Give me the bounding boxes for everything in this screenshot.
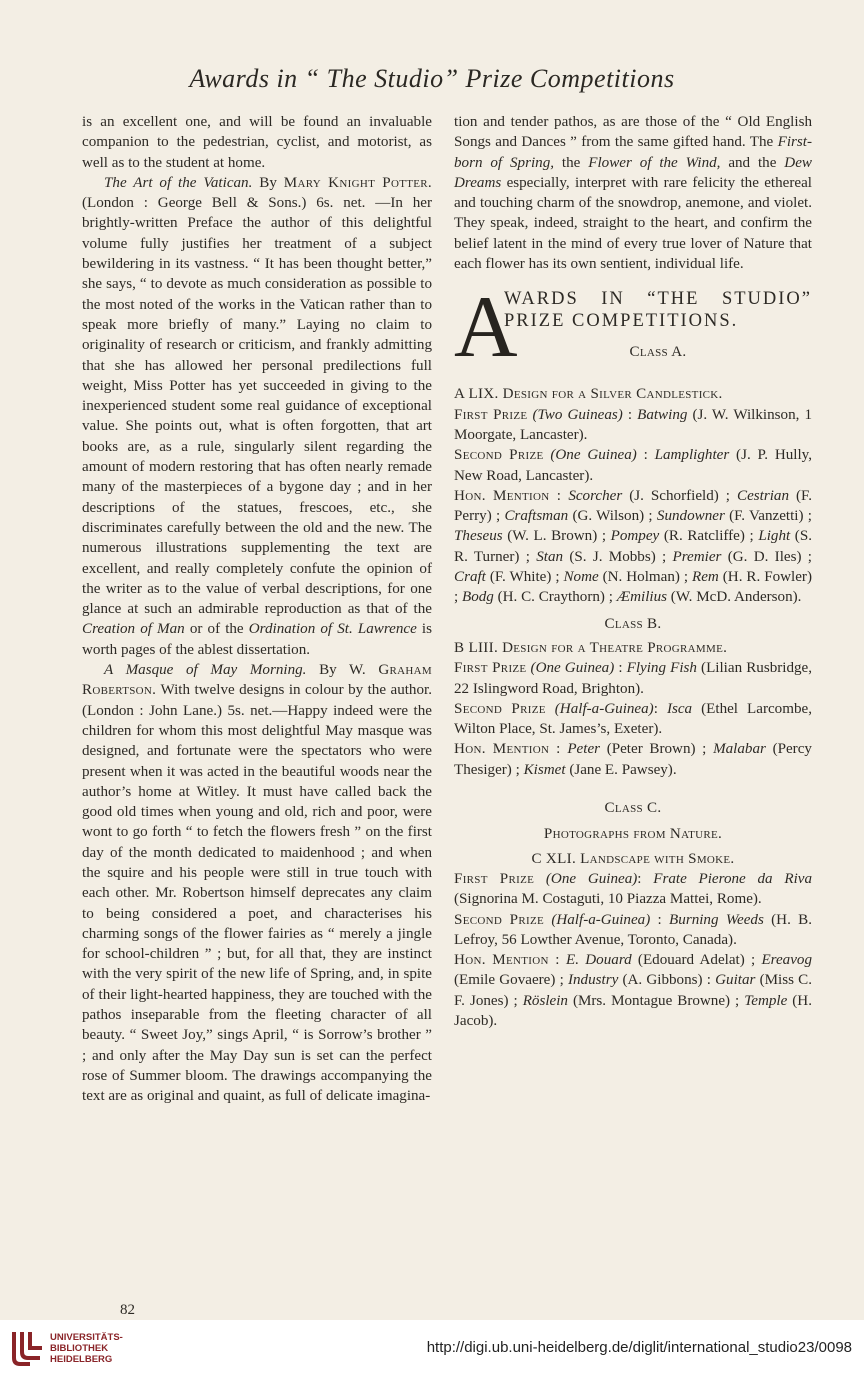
entry-motto: Æmilius bbox=[616, 589, 668, 606]
page-number: 82 bbox=[120, 1302, 135, 1318]
drop-cap: A bbox=[454, 279, 518, 377]
prize-entry: Second Prize (Half-a-Guinea) : Burning Weeds (H. B. Lefroy, 56 Lowther Avenue, Toronto, Canada). bbox=[454, 911, 812, 948]
entrant-name: (F. Vanzetti) ; bbox=[724, 508, 812, 525]
library-footer bbox=[0, 1320, 864, 1377]
section-title: WARDS IN “THE STUDIO” PRIZE COMPETITIONS. bbox=[504, 289, 812, 332]
entry-motto: Industry bbox=[567, 972, 619, 989]
entrant-name: (Mrs. Montague Browne) ; bbox=[567, 992, 745, 1009]
entrant-name: (S. J. Mobbs) ; bbox=[563, 548, 673, 565]
class-subheading: Photographs from Nature. bbox=[543, 826, 723, 843]
running-head: Awards in “ The Studio” Prize Competitions bbox=[189, 64, 675, 93]
source-url-link[interactable]: http://digi.ub.uni-heidelberg.de/diglit/international_studio23/0098 bbox=[426, 1339, 852, 1356]
entry-motto: E. Douard bbox=[566, 952, 632, 969]
hon-mention-entry: Hon. Mention : E. Douard (Edouard Adelat) ; Ereavog (Emile Govaere) ; Industry (A. Gibbons) : Guitar (Miss C. F. Jones) ; Röslein (Mrs. Montague Browne) ; Temple (H. Jacob). bbox=[454, 952, 813, 1029]
author-name: Graham Robertson. bbox=[82, 662, 432, 699]
competition-title: C XLI. Landscape with Smoke. bbox=[531, 850, 735, 867]
class-heading: Class C. bbox=[604, 800, 662, 817]
competition-title: B LIII. Design for a Theatre Programme. bbox=[454, 639, 728, 656]
paragraph: is an excellent one, and will be found an invaluable companion to the pedestrian, cyclist, and motorist, as well as to the student at home. bbox=[82, 114, 432, 171]
entrant-name: (G. Wilson) ; bbox=[568, 508, 657, 525]
entrant-name: (W. L. Brown) ; bbox=[502, 528, 611, 545]
entry-motto: Sundowner bbox=[656, 508, 725, 525]
right-column bbox=[454, 112, 812, 1031]
review-paragraph: The Art of the Vatican. By Mary Knight Potter. (London : George Bell & Sons.) 6s. net. —In her brightly-written Preface the author of this delightful volume fully justifies her treatment of a subject bewildering in its vastness. “ It has been thought better,” she says, “ to devote as much consideration as possible to the most noted of the works in the Vatican rather than to speak more briefly of many.” Laying no claim to originality of research or criticism, and frankly admitting that she has allowed her personal predilections full weight, Miss Potter has yet succeeded in giving to the inexperienced student some real guidance of exceptional value. She points out, what is often forgotten, that art books are, as a rule, singularly silent regarding the amount of modern restoring that has often nearly remade many of the masterpieces of a bygone day ; and in her descriptions of the statues, frescoes, etc., she discriminates carefully between the old and the new. The numerous illustrations supplementing the text are excellent, and really completely confute the opinion of the writer as to the value of verbal descriptions, for one glance at such an admirable reproduction as that of the Creation of Man or of the Ordination of St. Lawrence is worth pages of the ablest dissertation. bbox=[82, 174, 432, 658]
entry-motto: Stan bbox=[536, 548, 564, 565]
entrant-name: (H. R. Fowler) ; bbox=[454, 569, 812, 606]
entrant-name: (Miss C. F. Jones) ; bbox=[454, 972, 813, 1009]
entry-motto: Bodg bbox=[461, 589, 494, 606]
awards-heading bbox=[454, 279, 812, 384]
entry-motto: Guitar bbox=[715, 972, 756, 989]
class-heading: Class B. bbox=[604, 615, 662, 632]
prize-entry: Second Prize (One Guinea) : Lamplighter (J. P. Hully, New Road, Lancaster). bbox=[454, 447, 812, 484]
entry-motto: Craftsman bbox=[504, 508, 569, 525]
entrant-name: (R. Ratcliffe) ; bbox=[659, 528, 759, 545]
entry-motto: Röslein bbox=[522, 992, 568, 1009]
library-name: UNIVERSITÄTS- BIBLIOTHEK HEIDELBERG bbox=[50, 1332, 123, 1365]
university-library-logo-icon bbox=[10, 1328, 46, 1368]
entry-motto: Cestrian bbox=[737, 487, 790, 504]
book-title: A Masque of May Morning. bbox=[104, 662, 307, 679]
hon-mention-entry: Hon. Mention : Scorcher (J. Schorfield) ; Cestrian (F. Perry) ; Craftsman (G. Wilson) ; Sundowner (F. Vanzetti) ; Theseus (W. L. Brown) ; Pompey (R. Ratcliffe) ; Light (S. R. Turner) ; Stan (S. J. Mobbs) ; Premier (G. D. Iles) ; Craft (F. White) ; Nome (N. Holman) ; Rem (H. R. Fowler) ; Bodg (H. C. Craythorn) ; Æmilius (W. McD. Anderson). bbox=[454, 487, 813, 606]
entry-motto: Scorcher bbox=[568, 487, 623, 504]
hon-mention-entry: Hon. Mention : Peter (Peter Brown) ; Malabar (Percy Thesiger) ; Kismet (Jane E. Pawsey). bbox=[454, 741, 812, 778]
entrant-name: (J. Schorfield) ; bbox=[622, 487, 738, 504]
author-name: Mary Knight Potter. bbox=[283, 174, 432, 191]
competition-title: A LIX. Design for a Silver Candlestick. bbox=[454, 386, 723, 403]
entrant-name: (N. Holman) ; bbox=[598, 569, 692, 586]
prize-entry: First Prize (One Guinea): Frate Pierone da Riva (Signorina M. Costaguti, 10 Piazza Mattei, Rome). bbox=[454, 870, 813, 908]
review-paragraph: A Masque of May Morning. By W. Graham Robertson. With twelve designs in colour by the author. (London : John Lane.) 5s. net.—Happy indeed were the children for whom this most delightful May masque was designed, and fortunate were the spectators who were present when it was acted in the beautiful woods near the author’s home at Witley. It must have called back the good old times when young and old, rich and poor, were wont to go forth “ to fetch the flowers fresh ” on the first day of the month dedicated to maidenhood ; and when the squire and his people were still in true touch with each other. Mr. Robertson himself deprecates any claim to being considered a poet, and characterises his charming songs of the flower fairies as “ merely a jingle for school-children ” ; but, for all that, they are instinct with the very spirit of the new life of Spring, and, in spite of their light-hearted happiness, they are touched with the pathos inseparable from the fleeting character of all beauty. “ Sweet Joy,” sings April, “ is Sorrow’s brother ” ; and only after the May Day sun is set can the perfect rose of Summer bloom. The drawings accompanying the text are as original and quaint, as full of delicate imagina- bbox=[82, 662, 432, 1105]
entrant-name: (Edouard Adelat) ; bbox=[631, 952, 762, 969]
entry-motto: Premier bbox=[672, 548, 722, 565]
entrant-name: (A. Gibbons) : bbox=[618, 972, 716, 989]
entry-motto: Light bbox=[758, 528, 791, 545]
entrant-name: (H. Jacob). bbox=[454, 992, 812, 1029]
left-column bbox=[82, 112, 432, 1107]
class-heading: Class A. bbox=[629, 344, 687, 361]
prize-entry: First Prize (One Guinea) : Flying Fish (Lilian Rusbridge, 22 Islingword Road, Brighton). bbox=[454, 660, 813, 697]
entrant-name: (F. Perry) ; bbox=[454, 487, 812, 525]
entrant-name: (Emile Govaere) ; bbox=[454, 972, 568, 989]
entrant-name: (S. R. Turner) ; bbox=[454, 528, 813, 565]
entry-motto: Theseus bbox=[454, 528, 503, 545]
entrant-name: (W. McD. Anderson). bbox=[667, 589, 802, 606]
entry-motto: Pompey bbox=[610, 528, 660, 545]
prize-entry: First Prize (Two Guineas) : Batwing (J. W. Wilkinson, 1 Moorgate, Lancaster). bbox=[454, 406, 813, 443]
entrant-name: (H. C. Craythorn) ; bbox=[493, 589, 617, 606]
entry-motto: Ereavog bbox=[761, 952, 813, 969]
book-title: The Art of the Vatican. bbox=[104, 174, 253, 191]
entrant-name: (F. White) ; bbox=[485, 569, 564, 586]
entrant-name: (G. D. Iles) ; bbox=[721, 548, 812, 565]
entry-motto: Craft bbox=[454, 569, 486, 586]
entry-motto: Temple bbox=[744, 992, 788, 1009]
prize-entry: Second Prize (Half-a-Guinea): Isca (Ethel Larcombe, Wilton Place, St. James’s, Exeter). bbox=[454, 700, 812, 738]
entry-motto: Nome bbox=[563, 569, 599, 586]
paragraph: tion and tender pathos, as are those of the “ Old English Songs and Dances ” from the same gifted hand. The First-born of Spring, the Flower of the Wind, and the Dew Dreams especially, interpret with rare felicity the ethereal and touching charm of the snowdrop, anemone, and violet. They speak, indeed, straight to the heart, and confirm the belief latent in the mind of every true lover of Nature that each flower has its own sentient, individual life. bbox=[454, 114, 812, 273]
entry-motto: Rem bbox=[692, 569, 719, 586]
